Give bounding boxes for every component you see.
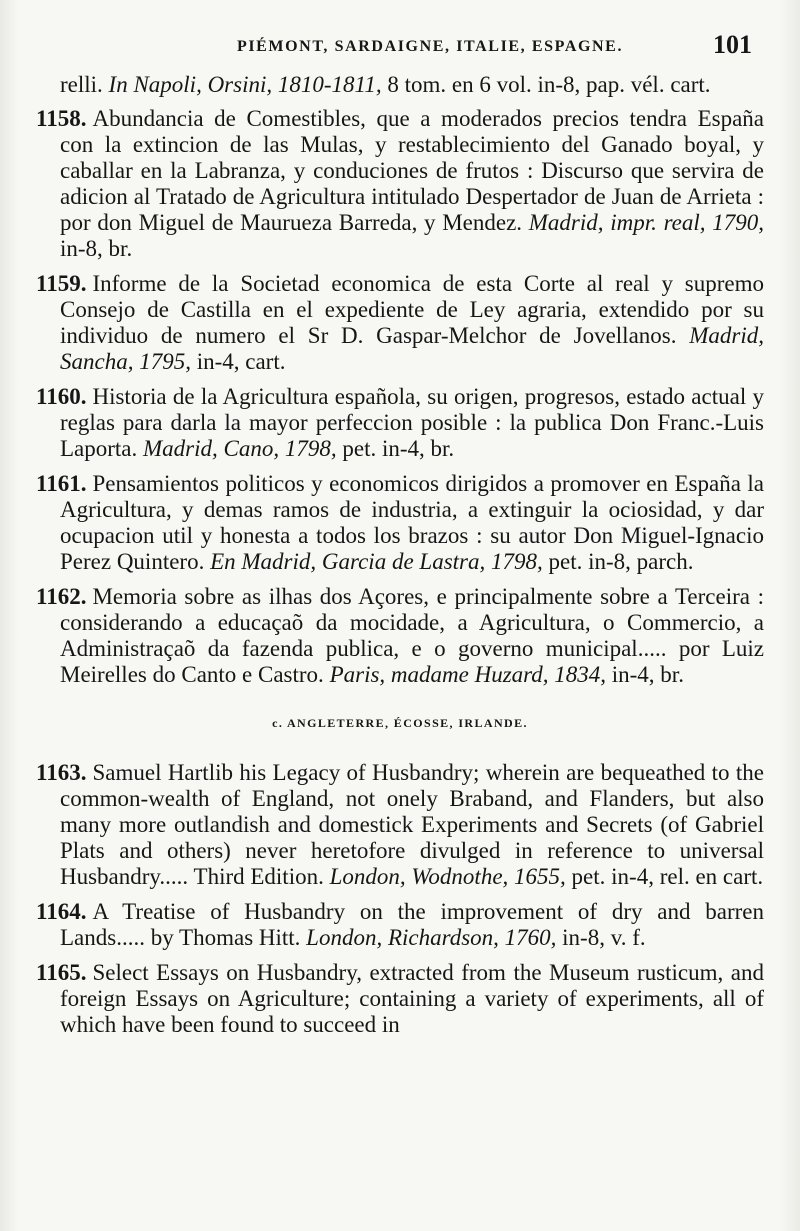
entry-text: Informe de la Societad economica de esta Corte al real y supremo Consejo de Castilla en el expediente de Ley agraria, extendido por su individuo de numero el Sr D. Gaspar-Melchor de Jovellanos. (60, 271, 764, 348)
entry-imprint: Paris, madame Huzard, 1834, (329, 662, 606, 687)
entry-text: Select Essays on Husbandry, extracted from the Museum rusticum, and foreign Essays on Agriculture; containing a variety of experiments, all of which have been found to succeed in (60, 960, 764, 1037)
section-heading: c. ANGLETERRE, ÉCOSSE, IRLANDE. (272, 716, 528, 730)
catalog-entry (36, 471, 764, 575)
page-number: 101 (713, 30, 752, 59)
entry-number: 1164. (36, 899, 87, 924)
entry-number: 1162. (36, 584, 87, 609)
catalog-entry (36, 584, 764, 688)
entry-format: in-8, v. f. (556, 925, 646, 950)
entry-format: in-8, br. (60, 236, 133, 261)
entry-text: Abundancia de Comestibles, que a moderados precios tendra España con la extincion de las Mulas, y restablecimiento del Ganado boyal, y caballar en la Labranza, y conduciones de frutos : Discurso que servira de adicion al Tratado de Agricultura intitulado Despertador de Juan de Arrieta : por don Miguel de Maurueza Barreda, y Mendez. (60, 106, 764, 235)
entry-format: pet. in-8, parch. (542, 549, 694, 574)
entry-imprint: Madrid, Sancha, 1795, (60, 323, 764, 374)
continuation-lead: relli. (60, 72, 109, 97)
entry-number: 1165. (36, 960, 87, 985)
entry-number: 1158. (36, 106, 87, 131)
catalog-entry (36, 760, 764, 890)
entry-imprint: Madrid, Cano, 1798, (143, 436, 337, 461)
entry-format: pet. in-4, br. (336, 436, 455, 461)
entry-text: Samuel Hartlib his Legacy of Husbandry; wherein are bequeathed to the common-wealth of England, not onely Braband, and Flanders, but also many more outlandish and domestick Experiments and Secrets (of Gabriel Plats and others) never heretofore divulged in reference to universal Husbandry..... Third Edition. (60, 760, 764, 889)
entry-text: Pensamientos politicos y economicos dirigidos a promover en España la Agricultura, y demas ramos de industria, a extinguir la ociosidad, y dar ocupacion util y honesta a todos los brazos : su autor Don Miguel-Ignacio Perez Quintero. (60, 471, 764, 574)
entry-number: 1159. (36, 271, 87, 296)
page-body (36, 72, 764, 1038)
entry-number: 1160. (36, 384, 87, 409)
running-head (36, 32, 764, 76)
entry-number: 1161. (36, 471, 87, 496)
entry-format: in-4, cart. (190, 349, 286, 374)
catalog-entry (36, 106, 764, 262)
entry-imprint: London, Wodnothe, 1655, (329, 864, 566, 889)
catalog-entry (36, 899, 764, 951)
running-head-title: PIÉMONT, SARDAIGNE, ITALIE, ESPAGNE. (236, 38, 624, 55)
continuation-format: 8 tom. en 6 vol. in-8, pap. vél. cart. (381, 72, 711, 97)
catalog-entry (36, 271, 764, 375)
entry-number: 1163. (36, 760, 87, 785)
entry-format: in-4, br. (606, 662, 684, 687)
entry-text: Historia de la Agricultura española, su origen, progresos, estado actual y reglas para darla la mayor perfeccion posible : la publica Don Franc.-Luis Laporta. (60, 384, 764, 461)
catalog-entry (36, 960, 764, 1038)
entry-text: A Treatise of Husbandry on the improvement of dry and barren Lands..... by Thomas Hitt. (60, 899, 764, 950)
entry-format: pet. in-4, rel. en cart. (565, 864, 764, 889)
continuation-imprint: In Napoli, Orsini, 1810-1811, (108, 72, 382, 97)
catalog-entry (36, 384, 764, 462)
entry-imprint: London, Richardson, 1760, (306, 925, 557, 950)
entry-text: Memoria sobre as ilhas dos Açores, e principalmente sobre a Terceira : considerando a educaçaõ da mocidade, a Agricultura, o Commercio, a Administraçaõ da fazenda publica, e o governo municipal..... por Luiz Meirelles do Canto e Castro. (60, 584, 764, 687)
entry-imprint: En Madrid, Garcia de Lastra, 1798, (210, 549, 543, 574)
entry-imprint: Madrid, impr. real, 1790, (528, 210, 764, 235)
